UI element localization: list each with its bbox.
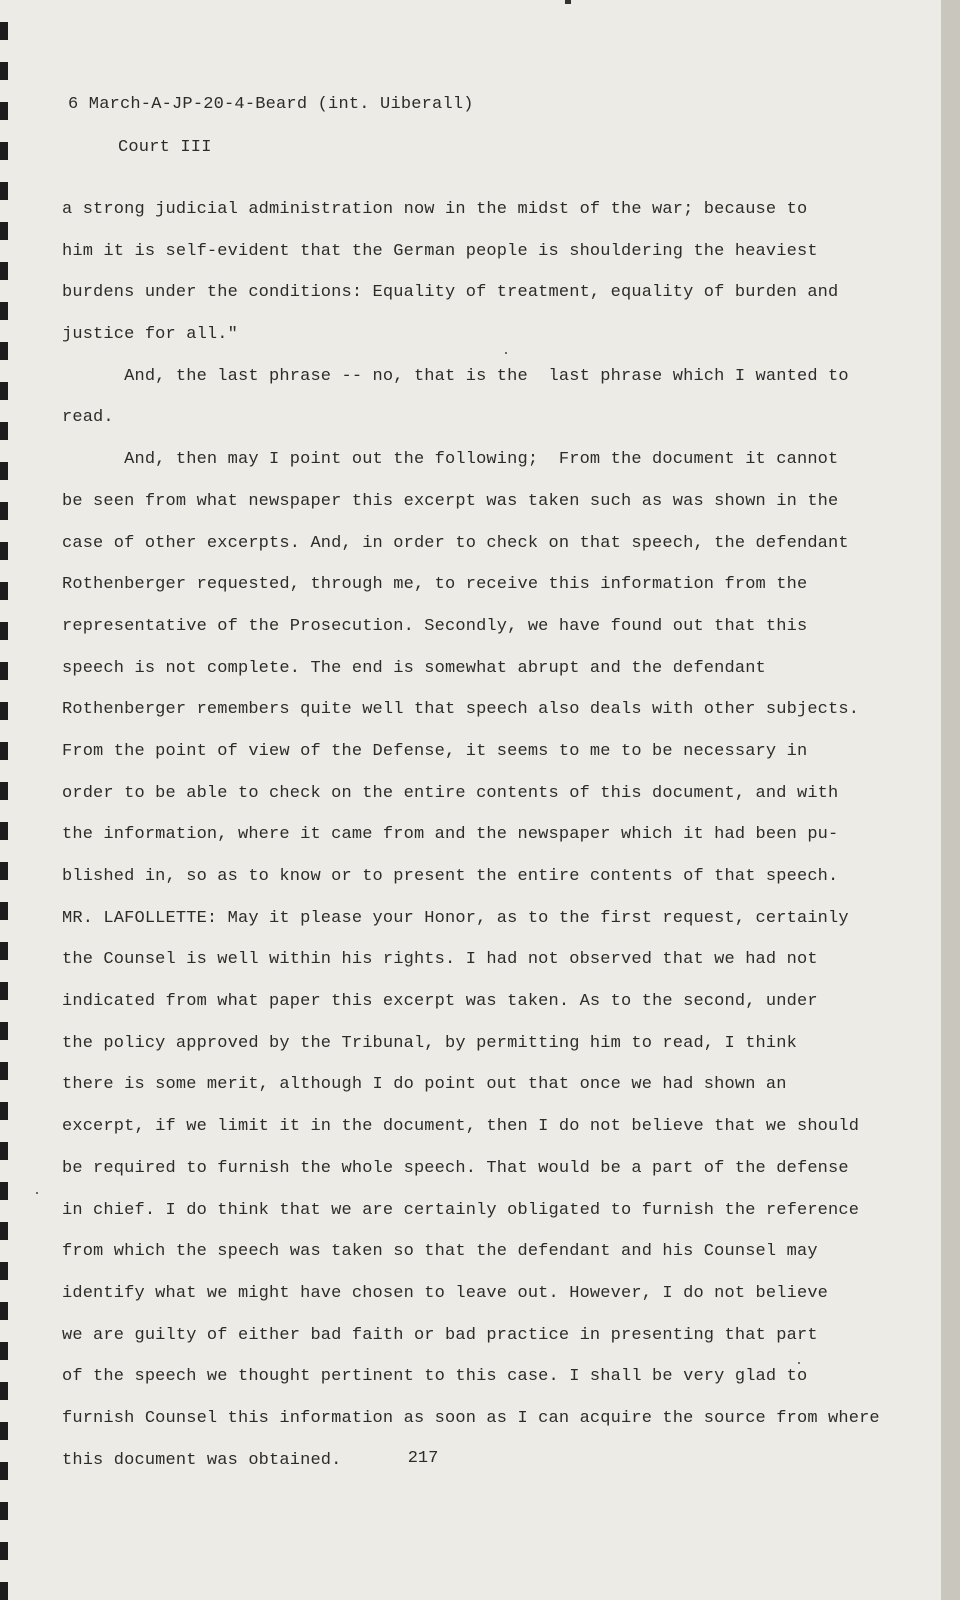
top-edge-mark: [565, 0, 571, 4]
transcript-line: order to be able to check on the entire contents of this document, and with: [62, 783, 839, 803]
transcript-line: indicated from what paper this excerpt was taken. As to the second, under: [62, 992, 818, 1012]
transcript-line: speech is not complete. The end is somewhat abrupt and the defendant: [62, 658, 766, 678]
paper-speck: [505, 352, 507, 354]
page-number: 217: [407, 1449, 439, 1468]
transcript-line: be required to furnish the whole speech. That would be a part of the defense: [62, 1158, 849, 1178]
transcript-line: representative of the Prosecution. Secondly, we have found out that this: [62, 616, 808, 636]
transcript-line: excerpt, if we limit it in the document, then I do not believe that we should: [62, 1117, 860, 1137]
transcript-line: From the point of view of the Defense, it seems to me to be necessary in: [62, 741, 808, 761]
transcript-line: from which the speech was taken so that the defendant and his Counsel may: [62, 1242, 818, 1262]
transcript-line: the policy approved by the Tribunal, by permitting him to read, I think: [62, 1033, 797, 1053]
paper-speck: [798, 1362, 800, 1364]
transcript-line: case of other excerpts. And, in order to check on that speech, the defendant: [62, 533, 849, 553]
transcript-line: And, then may I point out the following; From the document it cannot: [62, 450, 839, 470]
transcript-line: be seen from what newspaper this excerpt was taken such as was shown in the: [62, 491, 839, 511]
transcript-line: burdens under the conditions: Equality of treatment, equality of burden and: [62, 283, 839, 303]
transcript-body: [62, 200, 882, 1492]
transcript-line: justice for all.": [62, 325, 238, 345]
paper-speck: [36, 1192, 38, 1194]
transcript-line: him it is self-evident that the German people is shouldering the heaviest: [62, 241, 818, 261]
binding-holes: [0, 0, 8, 1600]
transcript-line: Rothenberger remembers quite well that speech also deals with other subjects.: [62, 700, 860, 720]
transcript-line: Rothenberger requested, through me, to receive this information from the: [62, 575, 808, 595]
transcript-line: in chief. I do think that we are certainly obligated to furnish the reference: [62, 1200, 860, 1220]
transcript-line: a strong judicial administration now in the midst of the war; because to: [62, 200, 808, 219]
transcript-line: there is some merit, although I do point out that once we had shown an: [62, 1075, 787, 1095]
transcript-line: this document was obtained.: [62, 1450, 342, 1470]
transcript-line: of the speech we thought pertinent to this case. I shall be very glad to: [62, 1367, 808, 1387]
transcript-line: the information, where it came from and the newspaper which it had been pu-: [62, 825, 839, 845]
transcript-line: we are guilty of either bad faith or bad practice in presenting that part: [62, 1325, 818, 1345]
transcript-line: the Counsel is well within his rights. I had not observed that we had not: [62, 950, 818, 970]
transcript-line: And, the last phrase -- no, that is the last phrase which I wanted to: [62, 366, 849, 386]
court-label: Court III: [118, 138, 212, 157]
transcript-line: identify what we might have chosen to leave out. However, I do not believe: [62, 1283, 829, 1303]
transcript-line: furnish Counsel this information as soon as I can acquire the source from where: [62, 1408, 880, 1428]
transcript-line: read.: [62, 408, 114, 428]
document-reference: 6 March-A-JP-20-4-Beard (int. Uiberall): [68, 95, 474, 114]
transcript-line: MR. LAFOLLETTE: May it please your Honor, as to the first request, certainly: [62, 908, 849, 928]
transcript-line: blished in, so as to know or to present the entire contents of that speech.: [62, 867, 839, 886]
